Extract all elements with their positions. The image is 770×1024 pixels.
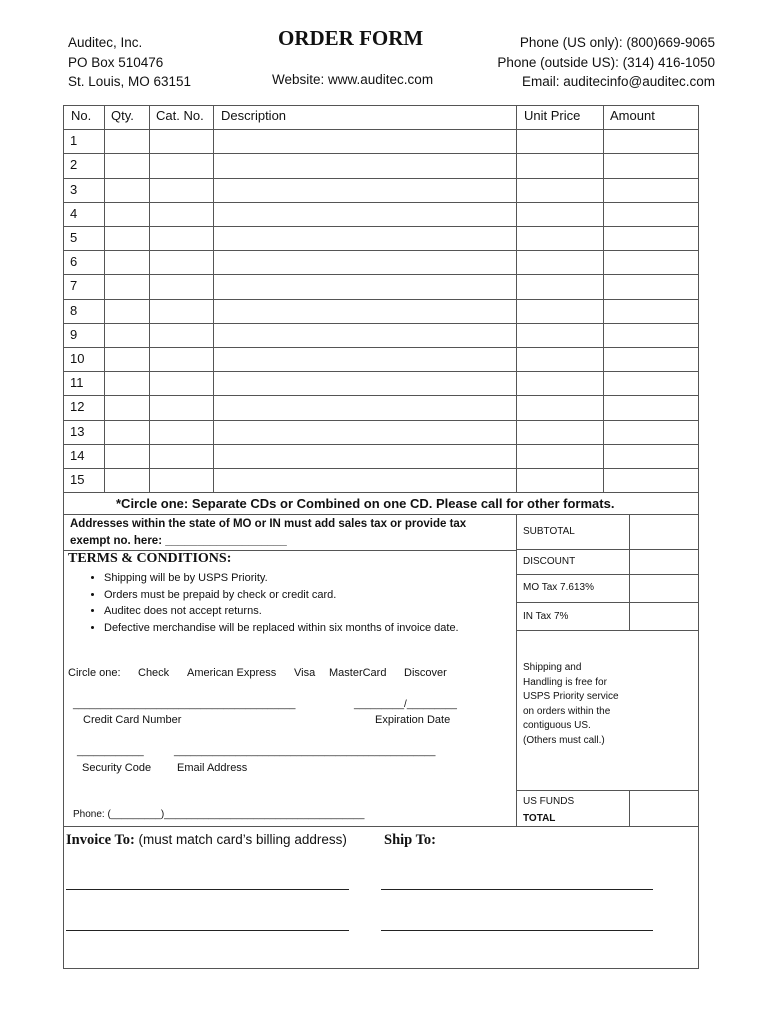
tax-note [70, 516, 466, 550]
card-number-field[interactable]: ________________________________________ [73, 699, 296, 710]
invoice-to-heading [66, 832, 347, 849]
mo-tax-label: MO Tax 7.613% [523, 582, 594, 593]
mo-tax-border [516, 602, 699, 603]
subtotal-border [516, 549, 699, 550]
ship-address-line-2[interactable] [381, 930, 653, 931]
col-header-qty: Qty. [111, 108, 134, 123]
row-number: 5 [70, 230, 78, 245]
phone-us: Phone (US only): (800)669-9065 [519, 35, 715, 50]
form-bottom-border [63, 968, 699, 969]
discount-label: DISCOUNT [523, 556, 576, 567]
table-column-border [149, 105, 150, 493]
ship-to-label: Ship To: [384, 832, 437, 848]
email-contact: Email: auditecinfo@auditec.com [521, 74, 715, 89]
expiration-label: Expiration Date [375, 714, 451, 726]
discount-border [516, 574, 699, 575]
col-header-amount: Amount [610, 108, 655, 123]
payment-option-check[interactable]: Check [138, 667, 170, 679]
phone-intl: Phone (outside US): (314) 416-1050 [497, 54, 715, 70]
row-number: 15 [70, 472, 85, 487]
subtotal-label: SUBTOTAL [523, 526, 575, 537]
terms-item: • Shipping will be by USPS Priority. [104, 570, 459, 587]
page-title: ORDER FORM [278, 26, 424, 50]
payment-option-amex[interactable]: American Express [187, 667, 277, 679]
terms-item: • Defective merchandise will be replaced within six months of invoice date. [104, 620, 459, 637]
col-header-description: Description [221, 108, 287, 123]
totals-value-border [629, 790, 630, 827]
payment-option-discover[interactable]: Discover [404, 667, 447, 679]
payment-option-visa[interactable]: Visa [294, 667, 316, 679]
table-column-border [213, 105, 214, 493]
invoice-to-note: (must match card’s billing address) [138, 832, 347, 847]
website-text: Website: www.auditec.com [272, 72, 434, 87]
row-number: 9 [70, 327, 78, 342]
company-name: Auditec, Inc. [68, 35, 143, 50]
row-number: 4 [70, 206, 78, 221]
form-left-border [63, 105, 64, 969]
in-tax-border [516, 630, 699, 631]
row-number: 14 [70, 448, 85, 463]
invoice-address-line-2[interactable] [66, 930, 349, 931]
form-right-border [698, 105, 699, 969]
email-address-label: Email Address [177, 762, 248, 774]
shipping-note: Shipping and Handling is free for USPS Priority service on orders within the contiguous US. (Others must call.) [523, 662, 619, 746]
invoice-to-label: Invoice To: [66, 832, 135, 848]
row-number: 13 [70, 424, 85, 439]
us-funds-label: US FUNDS [523, 796, 575, 807]
table-column-border [516, 105, 517, 493]
card-number-label: Credit Card Number [83, 714, 182, 726]
totals-column-border [516, 514, 517, 827]
tax-exempt-field[interactable]: exempt no. here: ___________________ [70, 535, 287, 547]
phone-field[interactable]: Phone: (_________)____________________________________ [73, 809, 365, 820]
terms-item: • Auditec does not accept returns. [104, 603, 459, 620]
terms-item: • Orders must be prepaid by check or credit card. [104, 587, 459, 604]
tax-note-line-1: Addresses within the state of MO or IN must add sales tax or provide tax [70, 518, 467, 530]
terms-heading: TERMS & CONDITIONS: [68, 551, 232, 566]
row-number: 7 [70, 278, 78, 293]
col-header-cat-no: Cat. No. [156, 108, 204, 123]
total-label: TOTAL [523, 813, 556, 824]
email-address-field[interactable]: _______________________________________________ [174, 746, 436, 757]
security-code-field[interactable]: ____________ [77, 746, 144, 757]
table-column-border [104, 105, 105, 493]
totals-bottom-border [63, 826, 699, 827]
ship-address-line-1[interactable] [381, 889, 653, 890]
row-number: 2 [70, 157, 78, 172]
table-column-border [603, 105, 604, 493]
payment-option-mastercard[interactable]: MasterCard [329, 667, 387, 679]
invoice-address-line-1[interactable] [66, 889, 349, 890]
in-tax-label: IN Tax 7% [523, 611, 569, 622]
row-number: 10 [70, 351, 85, 366]
row-number: 12 [70, 399, 85, 414]
expiration-field[interactable]: _________/_________ [354, 699, 457, 710]
terms-list [84, 570, 459, 636]
company-city: St. Louis, MO 63151 [68, 74, 192, 89]
shipping-border [516, 790, 699, 791]
row-number: 6 [70, 254, 78, 269]
row-number: 1 [70, 133, 78, 148]
row-number: 8 [70, 303, 78, 318]
company-address [68, 33, 191, 92]
totals-value-border [629, 514, 630, 631]
col-header-unit-price: Unit Price [524, 108, 581, 123]
row-number: 3 [70, 182, 78, 197]
row-number: 11 [70, 375, 84, 390]
col-header-no: No. [71, 108, 92, 123]
note-row-border [63, 514, 699, 515]
contact-info [497, 33, 715, 92]
company-po-box: PO Box 510476 [68, 54, 164, 70]
security-code-label: Security Code [82, 762, 152, 774]
format-note: *Circle one: Separate CDs or Combined on one CD. Please call for other formats. [116, 496, 615, 511]
circle-one-label: Circle one: [68, 667, 121, 679]
